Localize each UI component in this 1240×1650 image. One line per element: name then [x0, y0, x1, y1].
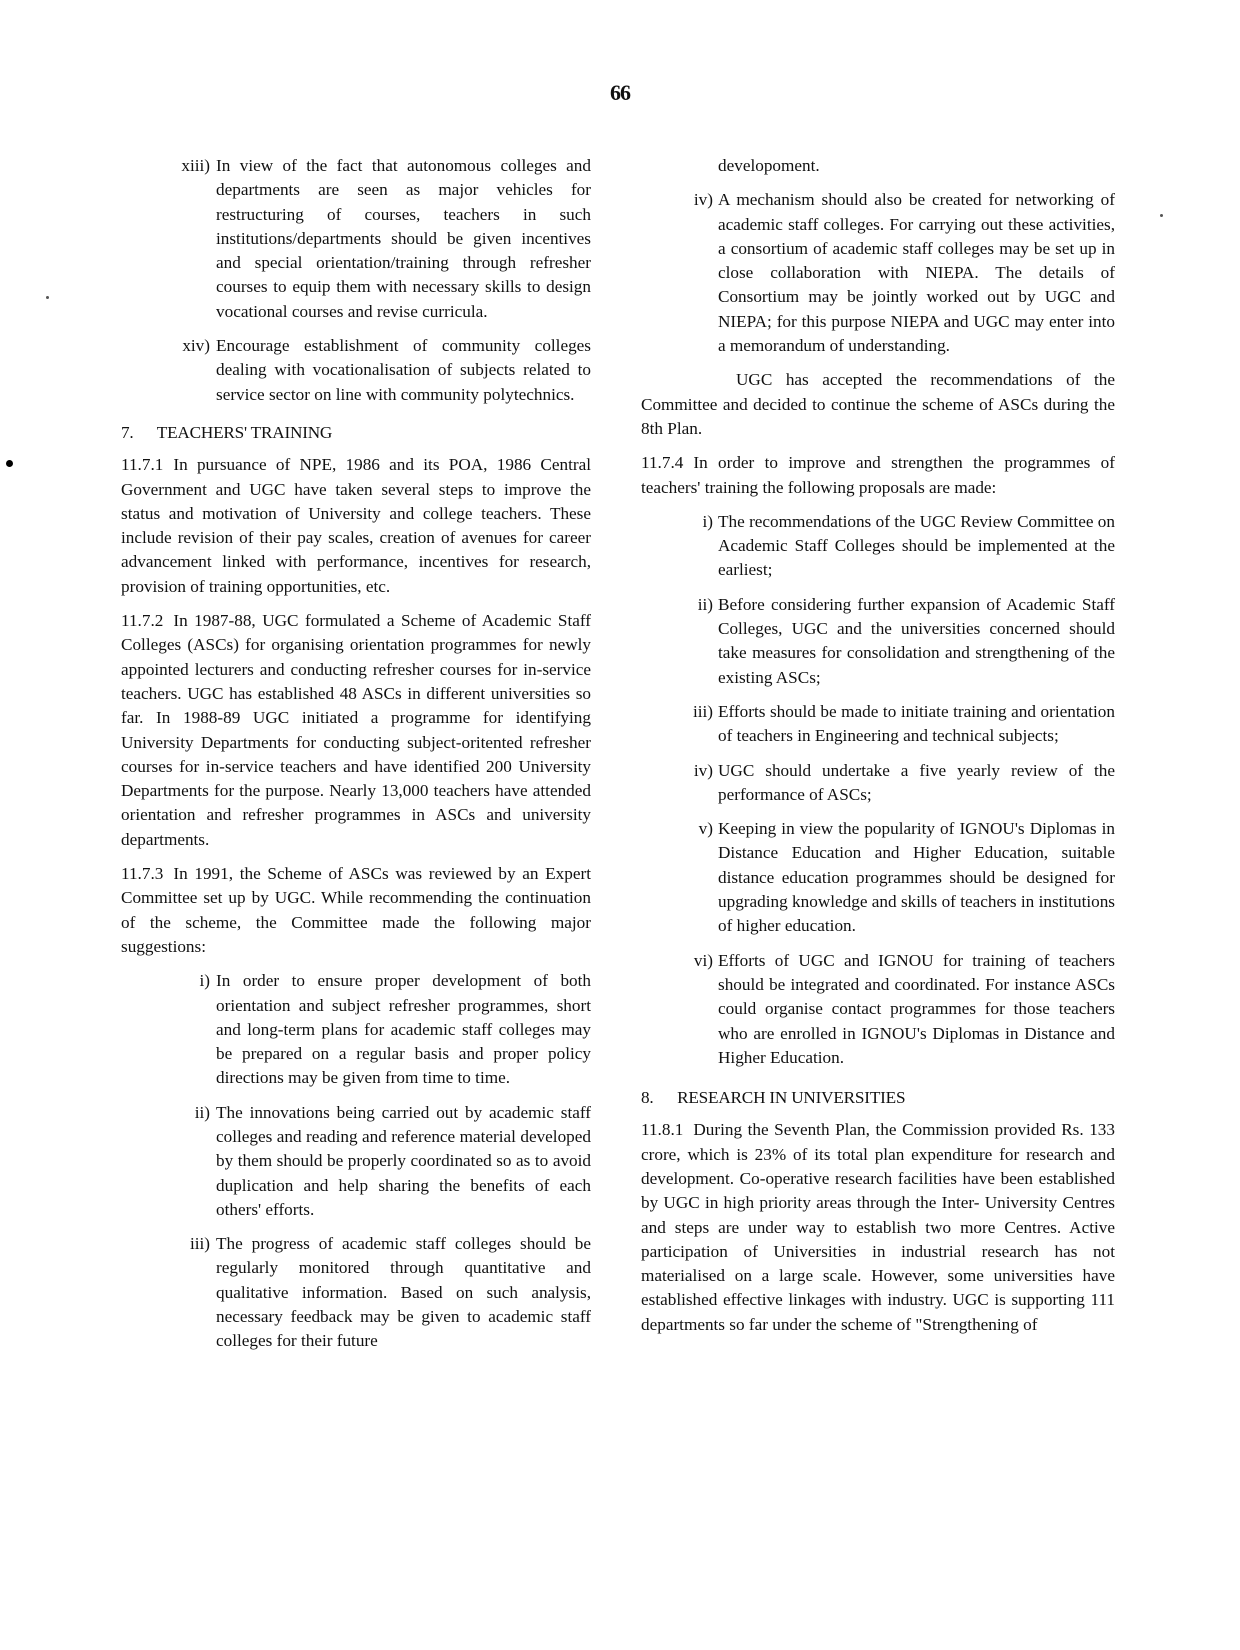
- paragraph-number: 11.7.1: [121, 455, 164, 475]
- list-item: [121, 154, 591, 324]
- item-number: i): [199, 971, 210, 991]
- item-text: Efforts should be made to initiate training and orientation of teachers in Engineering and technical subjects;: [718, 701, 1115, 746]
- paragraph-11-7-1: [121, 453, 591, 599]
- scan-speck: [1160, 214, 1163, 217]
- item-number: xiv): [182, 336, 210, 356]
- section-title: TEACHERS' TRAINING: [156, 422, 333, 442]
- item-text: The progress of academic staff colleges should be regularly monitored through quantitative and qualitative information. Based on such analysis, necessary feedback may be given to academic staff colleges for their future: [216, 1234, 591, 1351]
- left-column: [121, 154, 591, 1364]
- paragraph-number: 11.7.3: [121, 864, 164, 884]
- paragraph-number: 11.8.1: [641, 1120, 684, 1140]
- list-item: [121, 1232, 591, 1353]
- scan-speck: [6, 460, 13, 467]
- paragraph-number: 11.7.2: [121, 611, 164, 631]
- paragraph-text: In order to improve and strengthen the programmes of teachers' training the following proposals are made:: [641, 453, 1115, 497]
- list-item: [121, 334, 591, 407]
- item-number: vi): [693, 950, 713, 970]
- paragraph-11-7-4: [641, 451, 1115, 500]
- paragraph-text: In 1991, the Scheme of ASCs was reviewed by an Expert Committee set up by UGC. While recommending the continuation of the scheme, the Committee made the following major suggestions:: [121, 864, 591, 956]
- acceptance-paragraph: UGC has accepted the recommendations of the Committee and decided to continue the scheme of ASCs during the 8th Plan.: [641, 370, 1115, 438]
- list-item: [641, 593, 1115, 690]
- list-item: [641, 759, 1115, 808]
- section-number: 7.: [121, 422, 134, 442]
- paragraph-text: In pursuance of NPE, 1986 and its POA, 1986 Central Government and UGC have taken several steps to improve the status and motivation of University and college teachers. These include revision of their pay scales, creation of avenues for career advancement linked with performance, incentives for research, provision of training opportunities, etc.: [121, 455, 591, 596]
- item-number: iv): [693, 190, 713, 210]
- section-heading-research: [641, 1086, 1115, 1110]
- section-number: 8.: [641, 1088, 654, 1108]
- item-number: xiii): [181, 156, 210, 175]
- item-text: The innovations being carried out by academic staff colleges and reading and reference material developed by them should be properly coordinated so as to avoid duplication and help sharing the benefits of each others' efforts.: [216, 1102, 591, 1219]
- item-number: ii): [194, 1102, 210, 1122]
- list-item: [121, 1101, 591, 1222]
- item-text: In order to ensure proper development of both orientation and subject refresher programmes, short and long-term plans for academic staff colleges may be prepared on a regular basis and proper policy directions may be given from time to time.: [216, 971, 591, 1088]
- list-item: [641, 817, 1115, 938]
- item-number: iii): [189, 1234, 210, 1254]
- page-number: 66: [610, 80, 630, 105]
- section-title: RESEARCH IN UNIVERSITIES: [677, 1088, 906, 1108]
- paragraph-text: During the Seventh Plan, the Commission provided Rs. 133 crore, which is 23% of its total plan expenditure for research and development. Co-operative research facilities have been established by UGC in high priority areas through the Inter- University Centres and steps are under way to establish two more Centres. Active participation of Universities in industrial research has not materialised on a large scale. However, some universities have established effective linkages with industry. UGC is supporting 111 departments so far under the scheme of "Strengthening of: [641, 1120, 1115, 1334]
- list-item: [641, 188, 1115, 358]
- item-number: ii): [697, 594, 713, 614]
- right-column: [641, 154, 1115, 1347]
- item-text: UGC should undertake a five yearly review of the performance of ASCs;: [718, 760, 1115, 804]
- paragraph-11-8-1: [641, 1118, 1115, 1337]
- item-text: Efforts of UGC and IGNOU for training of teachers should be integrated and coordinated. For instance ASCs could organise contact programmes for those teachers who are enrolled in IGNOU's Diplomas in Distance and Higher Education.: [718, 950, 1115, 1067]
- paragraph-11-7-3: [121, 862, 591, 959]
- item-text: Keeping in view the popularity of IGNOU's Diplomas in Distance Education and Higher Education, suitable distance education programmes should be designed for upgrading knowledge and skills of teachers in institutions of higher education.: [718, 819, 1115, 936]
- item-text: In view of the fact that autonomous colleges and departments are seen as major vehicles for restructuring of courses, teachers in such institutions/departments should be given incentives and special orientation/training through refresher courses to equip them with necessary skills to design vocational courses and revise curricula.: [216, 156, 591, 321]
- item-number: v): [698, 819, 713, 839]
- paragraph-text: In 1987-88, UGC formulated a Scheme of Academic Staff Colleges (ASCs) for organising orientation programmes for newly appointed lecturers and conducting refresher courses for in-service teachers. UGC has established 48 ASCs in different universities so far. In 1988-89 UGC initiated a programme for identifying University Departments for conducting subject-oritented refresher courses for in-service teachers and have identified 200 University Departments for the purpose. Nearly 13,000 teachers have attended orientation and refresher programmes in ASCs and university departments.: [121, 611, 591, 849]
- list-item: [641, 510, 1115, 583]
- paragraph-11-7-2: [121, 609, 591, 852]
- item-number: iii): [692, 701, 713, 721]
- list-item: [641, 949, 1115, 1070]
- item-text: Encourage establishment of community colleges dealing with vocationalisation of subjects related to service sector on line with community polytechnics.: [216, 336, 591, 404]
- list-item: [641, 700, 1115, 749]
- paragraph-number: 11.7.4: [641, 453, 684, 473]
- item-text: A mechanism should also be created for networking of academic staff colleges. For carrying out these activities, a consortium of academic staff colleges may be set up in close collaboration with NIEPA. The details of Consortium may be jointly worked out by UGC and NIEPA; for this purpose NIEPA and UGC may enter into a memorandum of understanding.: [718, 190, 1115, 356]
- scan-speck: [46, 296, 49, 299]
- continued-text: developoment.: [718, 156, 820, 175]
- item-text: The recommendations of the UGC Review Committee on Academic Staff Colleges should be implemented at the earliest;: [718, 511, 1115, 580]
- section-heading-teachers-training: [121, 421, 591, 445]
- item-text: Before considering further expansion of Academic Staff Colleges, UGC and the universities concerned should take measures for consolidation and strengthening of the existing ASCs;: [718, 594, 1115, 687]
- list-item: [121, 969, 591, 1090]
- item-number: iv): [693, 760, 713, 780]
- item-number: i): [702, 511, 713, 531]
